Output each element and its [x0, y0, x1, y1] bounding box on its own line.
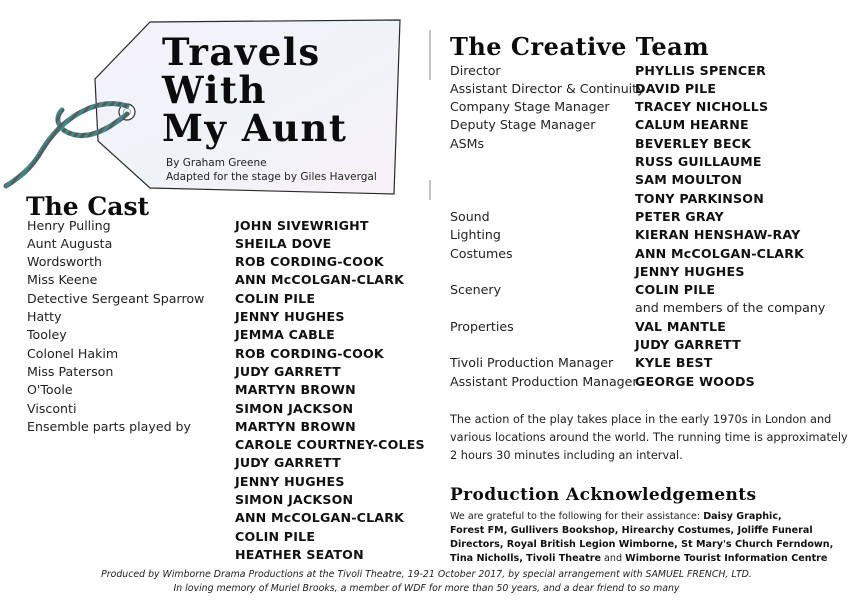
- creative-role: Sound: [450, 208, 490, 224]
- cast-actor: MARTYN BROWN: [235, 418, 356, 434]
- author-byline: By Graham Greene: [166, 157, 267, 169]
- creative-name: JUDY GARRETT: [635, 337, 741, 352]
- creative-name: CALUM HEARNE: [635, 117, 749, 133]
- cast-role: Ensemble parts played by: [27, 418, 192, 434]
- cast-actor: SIMON JACKSON: [235, 492, 354, 507]
- cast-role: Aunt Augusta: [27, 235, 113, 251]
- adaptation-byline: Adapted for the stage by Giles Havergal: [166, 171, 377, 183]
- creative-name: GEORGE WOODS: [635, 373, 755, 389]
- cast-role: Tooley: [27, 327, 67, 343]
- cast-role: O'Toole: [27, 382, 73, 398]
- cast-role: Wordsworth: [27, 254, 103, 270]
- synopsis-line: The action of the play takes place in the early 1970s in London and: [450, 413, 832, 426]
- creative-name: PETER GRAY: [635, 208, 724, 224]
- memorial-footer: In loving memory of Muriel Brooks, a member of WDF for more than 50 years, and a dear friend to so many: [173, 583, 680, 594]
- creative-name: ANN McCOLGAN-CLARK: [635, 245, 805, 261]
- ack-sponsor: Tina Nicholls, Tivoli Theatre: [450, 553, 601, 564]
- cast-role: Hatty: [27, 309, 62, 324]
- ack-and: and: [600, 553, 626, 564]
- cast-actor: SHEILA DOVE: [235, 235, 332, 251]
- cast-actor: JENNY HUGHES: [235, 473, 345, 489]
- creative-name: JENNY HUGHES: [635, 263, 745, 279]
- creative-team-heading: The Creative Team: [450, 32, 710, 61]
- ack-intro: We are grateful to the following for their assistance:: [450, 511, 704, 522]
- cast-role: Henry Pulling: [27, 217, 111, 233]
- cast-role: Miss Paterson: [27, 363, 114, 379]
- cast-actor: MARTYN BROWN: [235, 382, 356, 398]
- creative-name: PHYLLIS SPENCER: [635, 62, 767, 78]
- cast-actor: ANN McCOLGAN-CLARK: [235, 510, 405, 526]
- title-line-1: Travels: [162, 30, 321, 74]
- creative-role: Scenery: [450, 282, 502, 298]
- cast-role: Colonel Hakim: [27, 345, 119, 361]
- title-line-2: With: [162, 68, 267, 112]
- synopsis-line: 2 hours 30 minutes including an interval.: [450, 449, 683, 462]
- cast-heading: The Cast: [26, 192, 150, 221]
- creative-name: VAL MANTLE: [635, 318, 727, 334]
- creative-name: TRACEY NICHOLLS: [635, 99, 769, 115]
- creative-role: Deputy Stage Manager: [450, 117, 596, 133]
- creative-role: Director: [450, 62, 501, 78]
- cast-actor: SIMON JACKSON: [235, 400, 354, 416]
- cast-role: Miss Keene: [27, 272, 98, 288]
- title-line-3: My Aunt: [162, 106, 348, 150]
- cast-actor: HEATHER SEATON: [235, 546, 364, 562]
- creative-name: DAVID PILE: [635, 80, 717, 96]
- creative-role: Costumes: [450, 245, 513, 261]
- acknowledgements-heading: Production Acknowledgements: [450, 485, 757, 505]
- cast-actor: JUDY GARRETT: [235, 363, 341, 379]
- synopsis-paragraph: [450, 411, 848, 465]
- creative-name: TONY PARKINSON: [635, 190, 764, 206]
- creative-name: BEVERLEY BECK: [635, 135, 752, 151]
- ack-sponsor: Directors, Royal British Legion Wimborne, St Mary's Church Ferndown,: [450, 539, 834, 550]
- cast-actor: JOHN SIVEWRIGHT: [235, 217, 369, 233]
- creative-role: Assistant Director & Continuity: [450, 80, 645, 96]
- cast-actor: JENNY HUGHES: [235, 309, 345, 324]
- cast-actor: COLIN PILE: [235, 528, 316, 544]
- cast-role: Detective Sergeant Sparrow: [27, 290, 205, 306]
- creative-note: and members of the company: [635, 300, 826, 316]
- cast-actor: ROB CORDING-COOK: [235, 254, 384, 270]
- creative-role: Tivoli Production Manager: [450, 355, 614, 371]
- production-credit-footer: Produced by Wimborne Drama Productions at the Tivoli Theatre, 19-21 October 2017, by special arrangement with SAMUEL FRENCH, LTD.: [101, 569, 752, 580]
- ack-sponsor: Wimborne Tourist Information Centre: [625, 553, 828, 564]
- cast-actor: COLIN PILE: [235, 290, 316, 306]
- cast-role: Visconti: [27, 400, 77, 416]
- cast-actor: JUDY GARRETT: [235, 455, 341, 471]
- creative-name: KYLE BEST: [635, 355, 713, 371]
- ack-sponsor: Forest FM, Gullivers Bookshop, Hirearchy Costumes, Joliffe Funeral: [450, 525, 813, 536]
- ack-sponsor: Daisy Graphic,: [703, 511, 782, 522]
- creative-name: RUSS GUILLAUME: [635, 154, 762, 169]
- cast-actor: CAROLE COURTNEY-COLES: [235, 437, 425, 453]
- creative-role: Lighting: [450, 227, 501, 243]
- cast-actor: ANN McCOLGAN-CLARK: [235, 272, 405, 288]
- cast-actor: ROB CORDING-COOK: [235, 345, 384, 361]
- creative-name: KIERAN HENSHAW-RAY: [635, 227, 801, 243]
- cast-actor: JEMMA CABLE: [235, 327, 335, 343]
- creative-role: Properties: [450, 318, 514, 334]
- synopsis-line: various locations around the world. The running time is approximately: [450, 431, 848, 444]
- acknowledgements-text: [450, 510, 833, 566]
- creative-name: COLIN PILE: [635, 282, 716, 298]
- creative-name: SAM MOULTON: [635, 172, 743, 188]
- creative-role: Company Stage Manager: [450, 99, 610, 115]
- creative-role: ASMs: [450, 135, 485, 151]
- creative-role: Assistant Production Manager: [450, 373, 638, 389]
